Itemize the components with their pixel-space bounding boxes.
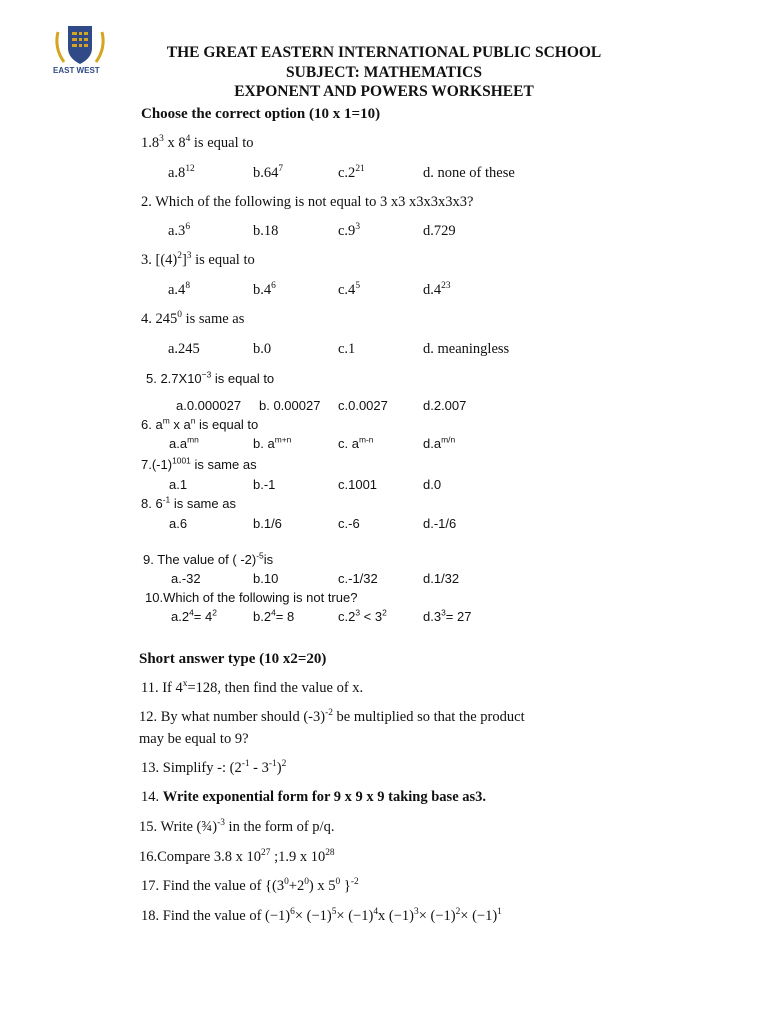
- q7-option-b: b.-1: [253, 477, 276, 492]
- q7-option-c: c.1001: [338, 477, 378, 492]
- q4-option-b: b.0: [253, 341, 272, 357]
- question-8: 8. $6^{-1}$ is same as: [141, 494, 236, 511]
- q3-option-b: $b.4^6$: [253, 281, 276, 298]
- q10-option-a: $a.2^4= 4^2$: [171, 607, 217, 624]
- q1-option-a: $a.8^{12}$: [168, 164, 195, 181]
- question-12: 12. By what number should $(-3)^{-2}$ be multiplied so that the product: [139, 708, 525, 725]
- q2-option-d: d.729: [423, 223, 456, 239]
- q1-option-d: d. none of these: [423, 165, 515, 181]
- question-1: $1.8^3$ x $8^4$ is equal to: [141, 134, 254, 151]
- question-7: $7.(-1)^{1001}$ is same as: [141, 455, 257, 472]
- school-name: THE GREAT EASTERN INTERNATIONAL PUBLIC SCHOOL: [166, 44, 602, 61]
- q10-option-b: $b.2^4= 8$: [253, 607, 295, 624]
- q1-option-b: $b.64^7$: [253, 164, 284, 181]
- q4-option-d: d. meaningless: [423, 341, 510, 357]
- q4-option-a: a.245: [168, 341, 200, 357]
- question-3: 3. $[(4)^2]^3$ is equal to: [141, 251, 255, 268]
- question-9: 9. The value of ( -2)$^{-5}$is: [143, 550, 274, 567]
- q10-option-d: $d.3^3= 27$: [423, 607, 472, 624]
- question-11: 11. If $4^x=128$, then find the value of x.: [141, 679, 364, 696]
- q3-option-d: $d.4^{23}$: [423, 281, 451, 298]
- question-13: 13. Simplify -: $(2^{-1} - 3^{-1})^2$: [141, 759, 287, 776]
- q5-option-b: b. 0.00027: [259, 398, 321, 413]
- question-16: 16.Compare 3.8 x $10^{27}$ ;1.9 x $10^{28}$: [139, 848, 335, 865]
- q5-option-c: c.0.0027: [338, 398, 388, 413]
- q9-option-b: b.10: [253, 571, 279, 586]
- short-answer-heading: Short answer type (10 x2=20): [139, 651, 327, 667]
- question-17: 17. Find the value of {$(3^0+2^0)$ x $5^0$ }$^{-2}$: [141, 877, 359, 894]
- question-12-line-2: may be equal to 9?: [139, 731, 249, 747]
- q8-option-b: b.1/6: [253, 516, 282, 531]
- q3-option-c: $c.4^5$: [338, 281, 361, 298]
- q9-option-a: a.-32: [171, 571, 201, 586]
- q2-option-a: $a.3^6$: [168, 222, 191, 239]
- q8-option-a: a.6: [169, 516, 188, 531]
- q5-option-a: a.0.000027: [176, 398, 242, 413]
- question-10: 10.Which of the following is not true?: [145, 590, 358, 605]
- q3-option-a: $a.4^8$: [168, 281, 191, 298]
- question-15: 15. Write (¾)$^{-3}$ in the form of p/q.: [139, 818, 335, 835]
- question-5: 5. $2.7X10^{-3}$ is equal to: [146, 369, 275, 386]
- q9-option-c: c.-1/32: [338, 571, 378, 586]
- question-6: 6. $a^m$ x $a^n$ is equal to: [141, 415, 259, 432]
- question-14: 14. Write exponential form for 9 x 9 x 9 taking base as3.: [141, 789, 487, 805]
- q7-option-a: a.1: [169, 477, 188, 492]
- logo-text: EAST WEST: [53, 66, 100, 75]
- q7-option-d: d.0: [423, 477, 442, 492]
- mcq-heading: Choose the correct option (10 x 1=10): [141, 106, 381, 122]
- subject-line: SUBJECT: MATHEMATICS: [286, 64, 482, 81]
- q6-option-c: c. $a^{m-n}$: [338, 434, 374, 451]
- worksheet-title: EXPONENT AND POWERS WORKSHEET: [234, 83, 534, 100]
- question-18: 18. Find the value of $(-1)^6\times (-1)^5\times (-1)^4x$ $(-1)^3\times (-1)^2\times (-1)^1$: [141, 907, 502, 924]
- q8-option-c: c.-6: [338, 516, 360, 531]
- q5-option-d: d.2.007: [423, 398, 467, 413]
- q6-option-d: $d.a^{m/n}$: [423, 434, 456, 451]
- q2-option-b: b.18: [253, 223, 279, 239]
- question-4: 4. $245^0$ is same as: [141, 310, 245, 327]
- q2-option-c: $c.9^3$: [338, 222, 361, 239]
- q9-option-d: d.1/32: [423, 571, 460, 586]
- q1-option-c: $c.2^{21}$: [338, 164, 365, 181]
- q6-option-a: $a.a^{mn}$: [169, 434, 199, 451]
- q4-option-c: c.1: [338, 341, 356, 357]
- q10-option-c: $c.2^3 < 3^2$: [338, 607, 387, 624]
- q6-option-b: b. $a^{m+n}$: [253, 434, 292, 451]
- q8-option-d: d.-1/6: [423, 516, 457, 531]
- question-2: 2. Which of the following is not equal to 3 x3 x3x3x3x3?: [141, 194, 474, 210]
